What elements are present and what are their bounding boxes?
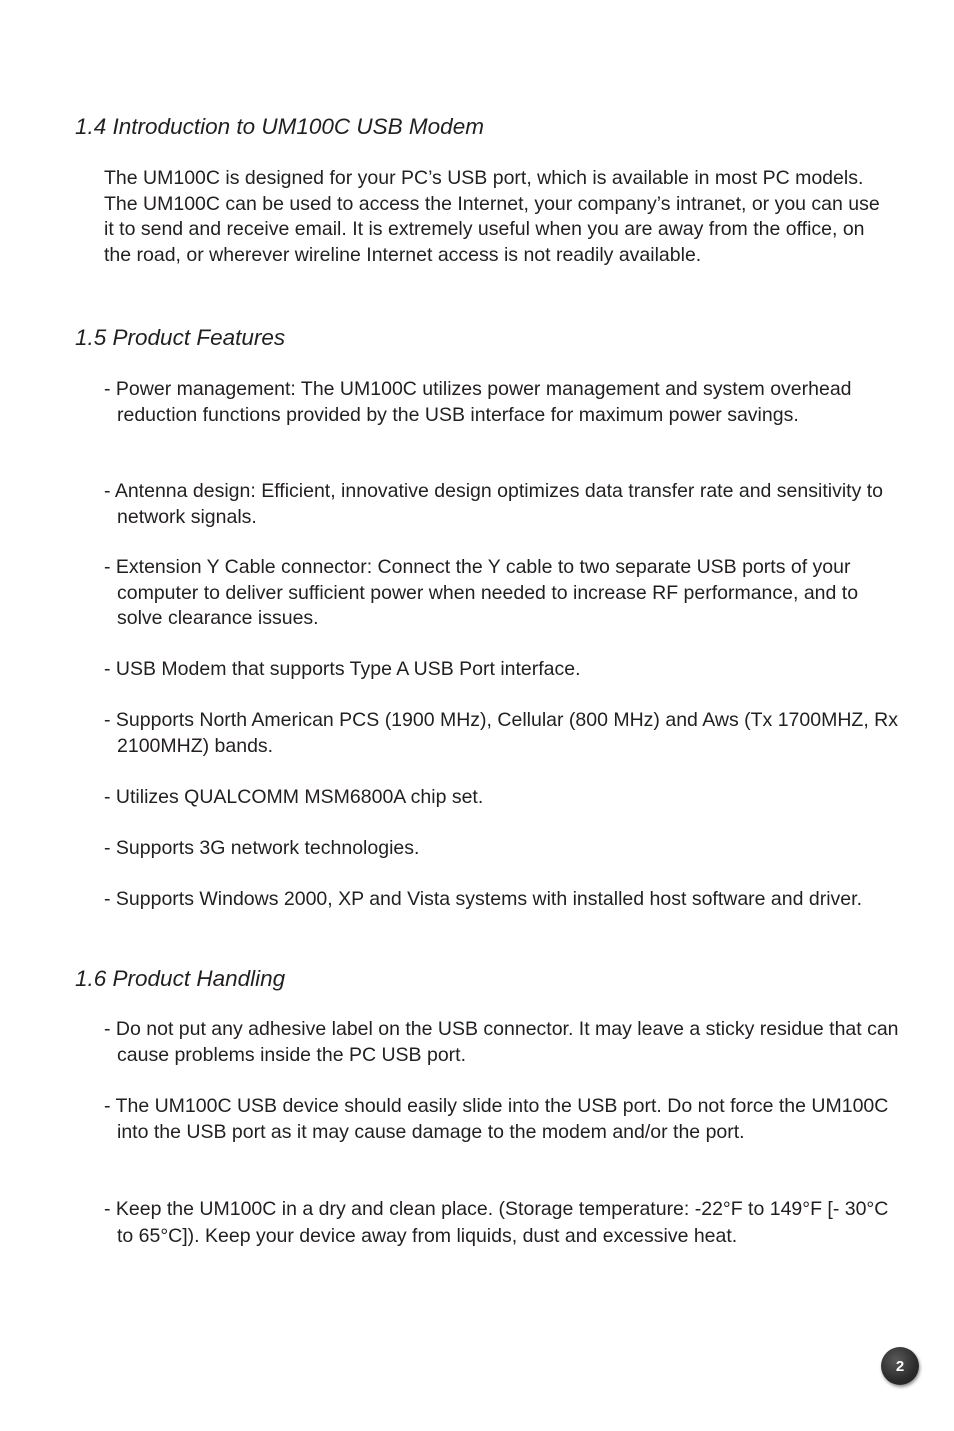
feature-item-3g: - Supports 3G network technologies. — [104, 837, 420, 859]
feature-item-bands: - Supports North American PCS (1900 MHz), Cellular (800 MHz) and Aws (Tx 1700MHZ, Rx 2100MHZ) bands. — [104, 709, 898, 757]
feature-item-antenna-design: - Antenna design: Efficient, innovative design optimizes data transfer rate and sensitivity to network signals. — [104, 480, 884, 528]
feature-item-chipset: - Utilizes QUALCOMM MSM6800A chip set. — [104, 786, 484, 808]
section-heading-introduction: 1.4 Introduction to UM100C USB Modem — [75, 114, 484, 139]
section-heading-features: 1.5 Product Features — [75, 325, 286, 350]
feature-item-power-management: - Power management: The UM100C utilizes power management and system overhead reduction functions provided by the USB interface for maximum power savings. — [104, 378, 852, 426]
section-heading-handling: 1.6 Product Handling — [75, 966, 286, 991]
handling-item-insertion: - The UM100C USB device should easily slide into the USB port. Do not force the UM100C into the USB port as it may cause damage to the modem and/or the port. — [104, 1095, 889, 1143]
handling-item-adhesive-label: - Do not put any adhesive label on the USB connector. It may leave a sticky residue that can cause problems inside the PC USB port. — [104, 1018, 899, 1066]
introduction-paragraph: The UM100C is designed for your PC’s USB port, which is available in most PC models. The UM100C can be used to access the Internet, your company’s intranet, or you can use it to send and receive email. It is extremely useful when you are away from the office, on the road, or wherever wireline Internet access is not readily available. — [104, 167, 880, 266]
page-number-badge: 2 — [881, 1347, 919, 1385]
feature-item-windows: - Supports Windows 2000, XP and Vista systems with installed host software and driver. — [104, 888, 862, 910]
feature-item-y-cable: - Extension Y Cable connector: Connect the Y cable to two separate USB ports of your computer to deliver sufficient power when needed to increase RF performance, and to solve clearance issues. — [104, 556, 859, 630]
feature-item-usb-type-a: - USB Modem that supports Type A USB Port interface. — [104, 658, 581, 680]
handling-item-storage: - Keep the UM100C in a dry and clean place. (Storage temperature: -22°F to 149°F [- 30°C to 65°C]). Keep your device away from liquids, dust and excessive heat. — [104, 1198, 889, 1247]
